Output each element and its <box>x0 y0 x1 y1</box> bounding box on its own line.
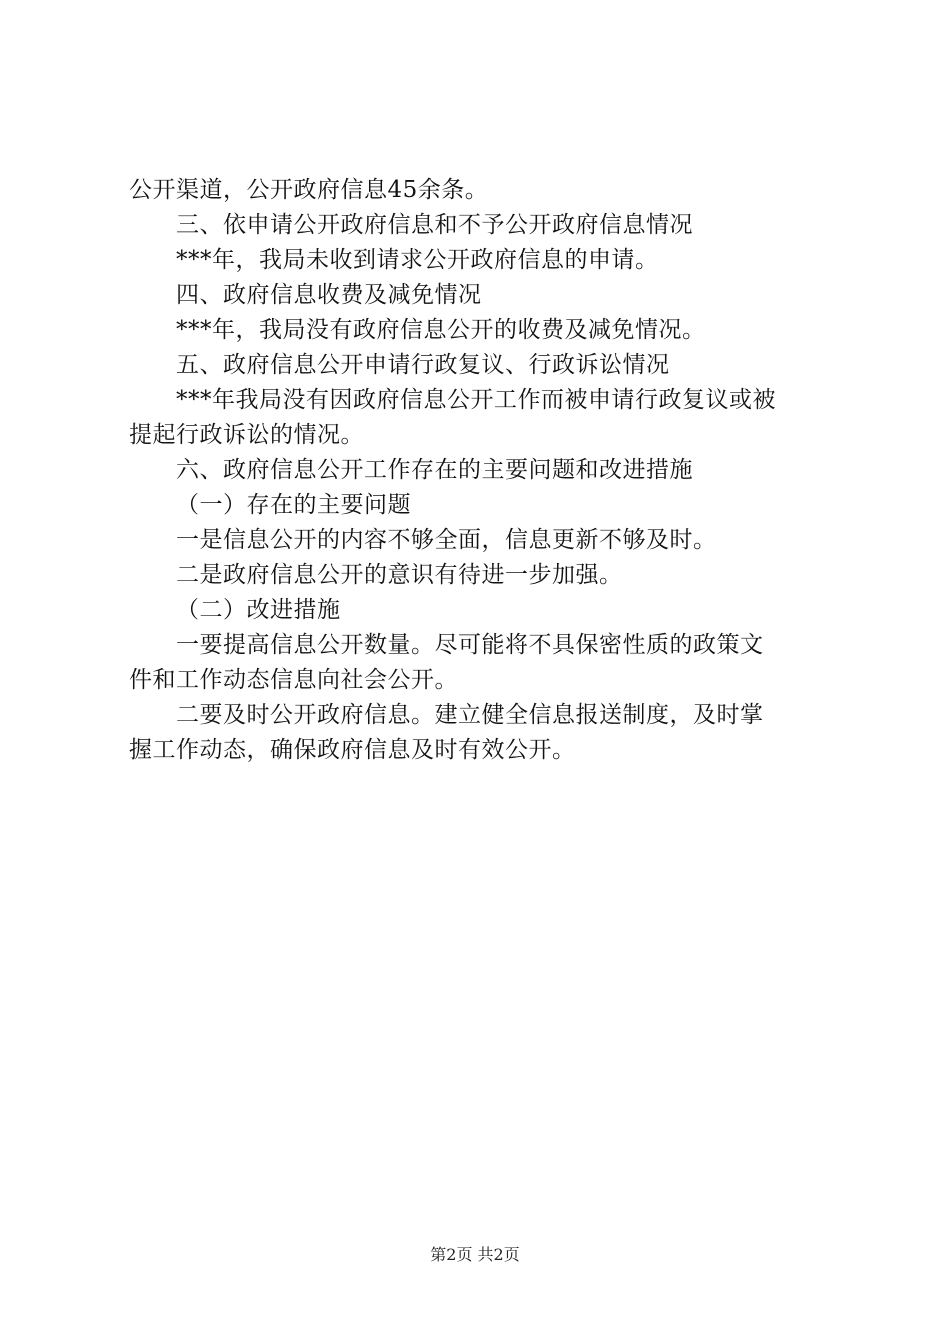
subsection-heading-2: （二）改进措施 <box>176 597 341 623</box>
paragraph-line-1: 公开渠道，公开政府信息45余条。 <box>129 177 489 203</box>
section-heading-4: 四、政府信息收费及减免情况 <box>176 282 482 308</box>
section-heading-3: 三、依申请公开政府信息和不予公开政府信息情况 <box>176 212 693 238</box>
section-heading-5: 五、政府信息公开申请行政复议、行政诉讼情况 <box>176 352 670 378</box>
paragraph-line-12: 二是政府信息公开的意识有待进一步加强。 <box>176 562 623 588</box>
paragraph-line-16: 二要及时公开政府信息。建立健全信息报送制度，及时掌 <box>176 702 764 728</box>
paragraph-line-3: ***年，我局未收到请求公开政府信息的申请。 <box>176 247 659 273</box>
paragraph-line-11: 一是信息公开的内容不够全面，信息更新不够及时。 <box>176 527 717 553</box>
paragraph-line-17: 握工作动态，确保政府信息及时有效公开。 <box>129 737 576 763</box>
paragraph-line-15: 件和工作动态信息向社会公开。 <box>129 667 458 693</box>
paragraph-line-5: ***年，我局没有政府信息公开的收费及减免情况。 <box>176 317 706 343</box>
paragraph-line-7: ***年我局没有因政府信息公开工作而被申请行政复议或被 <box>176 387 776 413</box>
paragraph-line-8: 提起行政诉讼的情况。 <box>129 422 364 448</box>
section-heading-6: 六、政府信息公开工作存在的主要问题和改进措施 <box>176 457 693 483</box>
subsection-heading-1: （一）存在的主要问题 <box>176 492 411 518</box>
page-number-footer: 第2页 共2页 <box>430 1245 520 1264</box>
document-body <box>129 173 831 768</box>
paragraph-line-14: 一要提高信息公开数量。尽可能将不具保密性质的政策文 <box>176 632 764 658</box>
